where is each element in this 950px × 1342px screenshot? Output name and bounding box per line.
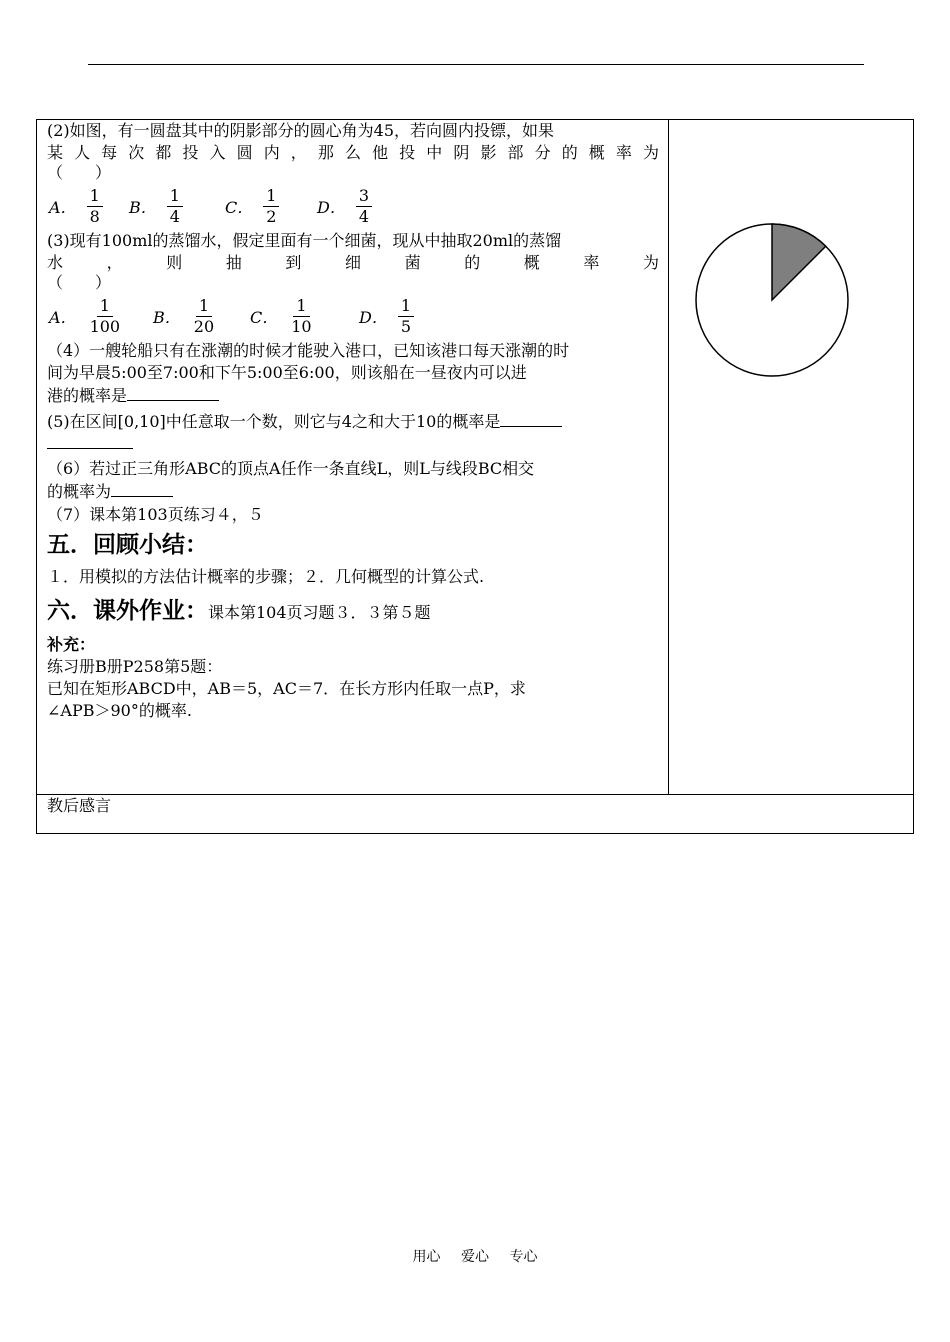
q5-line-2 (47, 432, 659, 458)
q5-line-1: (5)在区间[0,10]中任意取一个数，则它与4之和大于10的概率是 (47, 410, 659, 432)
fraction: $\frac{1}{8}$ (87, 186, 103, 227)
footer (0, 1246, 950, 1266)
fraction: $\frac{1}{100}$ (89, 295, 121, 336)
q4-line-1: （4）一艘轮船只有在涨潮的时候才能驶入港口，已知该港口每天涨潮的时 (47, 341, 570, 360)
fraction: $\frac{1}{4}$ (167, 186, 183, 227)
column-divider (668, 119, 669, 794)
section-5-title: 五．回顾小结： (47, 532, 208, 558)
answer-blank (500, 410, 562, 427)
q2-option-c: C． $\frac{1}{2}$ (225, 182, 279, 230)
summary-line: １．用模拟的方法估计概率的步骤；２．几何概型的计算公式. (47, 567, 485, 586)
fraction: $\frac{1}{2}$ (263, 186, 279, 227)
q4-line-3: 港的概率是 (47, 384, 659, 406)
q7-line-1: （7）课本第103页练习４，５ (47, 505, 264, 524)
footer-item: 专心 (509, 1249, 538, 1265)
section-6-title: 六．课外作业：课本第104页习题３．３第５题 (47, 598, 431, 624)
q6-line-1: （6）若过正三角形ABC的顶点A任作一条直线L，则L与线段BC相交 (47, 459, 535, 478)
fraction: $\frac{1}{10}$ (291, 295, 312, 336)
q6-line-2: 的概率为 (47, 480, 659, 502)
answer-blank (127, 384, 219, 401)
header-rule (88, 64, 864, 65)
q2-option-d: D． $\frac{3}{4}$ (317, 182, 372, 230)
answer-blank (47, 432, 133, 449)
supplement-title: 补充： (47, 635, 96, 654)
q3-option-d: D． $\frac{1}{5}$ (359, 292, 414, 340)
q2-line-2: 某人每次都投入圆内，那么他投中阴影部分的概率为 (47, 143, 659, 162)
row-divider (36, 794, 914, 795)
fraction: $\frac{1}{5}$ (398, 296, 414, 337)
answer-blank (111, 480, 173, 497)
q2-option-b: B． $\frac{1}{4}$ (129, 182, 183, 230)
q3-options (47, 292, 659, 340)
footer-item: 用心 (412, 1249, 441, 1265)
fraction: $\frac{1}{20}$ (193, 295, 215, 336)
q2-option-a: A． $\frac{1}{8}$ (49, 182, 103, 230)
exercise-column (47, 120, 659, 722)
q2-options (47, 182, 659, 230)
supplement-line-2: 已知在矩形ABCD中，AB＝5，AC＝7．在长方形内任取一点P，求 (47, 679, 526, 698)
q3-answer-paren: （ ） (47, 273, 112, 292)
q3-line-1: (3)现有100ml的蒸馏水，假定里面有一个细菌，现从中抽取20ml的蒸馏 (47, 231, 562, 250)
notes-label: 教后感言 (47, 796, 112, 815)
supplement-line-3: ∠APB＞90°的概率. (47, 701, 192, 720)
q3-line-2: 水，则抽到细菌的概率为 (47, 253, 659, 272)
q3-option-c: C． $\frac{1}{10}$ (250, 292, 315, 340)
q3-option-a: A． $\frac{1}{100}$ (49, 292, 123, 340)
footer-item: 爱心 (461, 1249, 489, 1265)
fraction: $\frac{3}{4}$ (356, 186, 372, 227)
q2-line-1: (2)如图，有一圆盘其中的阴影部分的圆心角为45，若向圆内投镖，如果 (47, 121, 555, 140)
q3-option-b: B． $\frac{1}{20}$ (153, 292, 217, 340)
q2-answer-paren: （ ） (47, 163, 112, 182)
supplement-line-1: 练习册B册P258第5题： (47, 657, 223, 676)
q4-line-2: 间为早晨5:00至7:00和下午5:00至6:00，则该船在一昼夜内可以进 (47, 363, 527, 382)
disc-figure (692, 220, 852, 380)
